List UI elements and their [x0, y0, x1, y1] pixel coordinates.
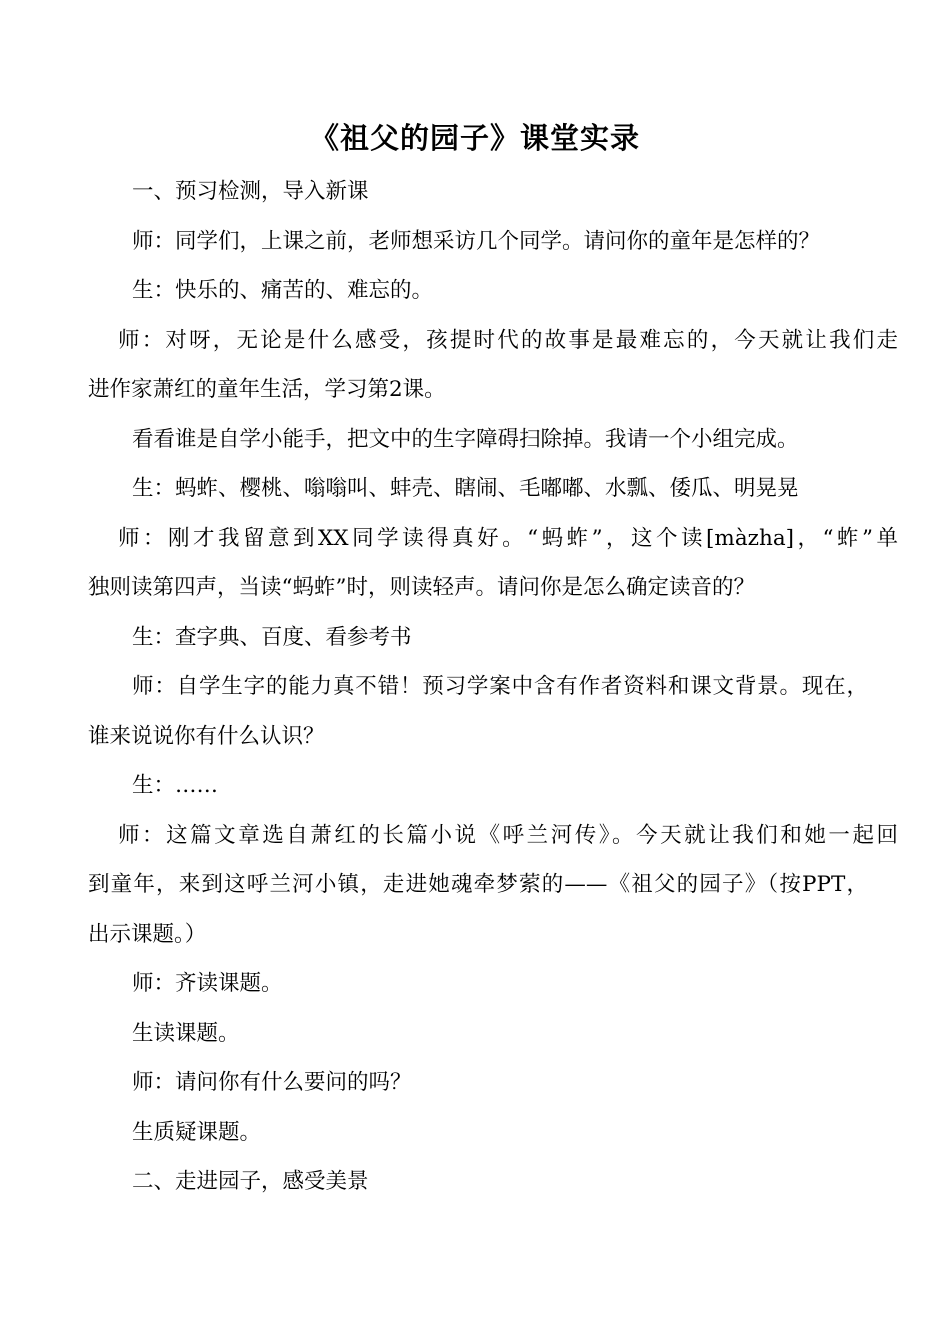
section-heading-2: 二、走进园子，感受美景: [132, 1169, 369, 1194]
paragraph: 生：蚂蚱、樱桃、嗡嗡叫、蚌壳、瞎闹、毛嘟嘟、水瓢、倭瓜、明晃晃: [132, 476, 799, 501]
paragraph: 师：这篇文章选自萧红的长篇小说《呼兰河传》。今天就让我们和她一起回: [118, 823, 898, 848]
paragraph: 生：查字典、百度、看参考书: [132, 625, 412, 650]
paragraph: 生：……: [132, 773, 219, 798]
paragraph: 到童年，来到这呼兰河小镇，走进她魂牵梦萦的——《祖父的园子》（按PPT，: [88, 872, 868, 897]
paragraph: 独则读第四声，当读“蚂蚱”时，则读轻声。请问你是怎么确定读音的？: [88, 575, 755, 600]
document-title: 《祖父的园子》课堂实录: [309, 121, 640, 155]
paragraph: 进作家萧红的童年生活，学习第2课。: [88, 377, 446, 402]
paragraph: 生质疑课题。: [132, 1120, 262, 1145]
paragraph: 师：齐读课题。: [132, 971, 283, 996]
paragraph: 师：对呀，无论是什么感受，孩提时代的故事是最难忘的，今天就让我们走: [118, 328, 898, 353]
paragraph: 生读课题。: [132, 1021, 240, 1046]
paragraph: 生：快乐的、痛苦的、难忘的。: [132, 278, 434, 303]
paragraph: 师：刚才我留意到XX同学读得真好。“蚂蚱”，这个读[màzha]，“蚱”单: [118, 526, 898, 551]
paragraph: 师：同学们，上课之前，老师想采访几个同学。请问你的童年是怎样的？: [132, 229, 821, 254]
paragraph: 师：自学生字的能力真不错！预习学案中含有作者资料和课文背景。现在，: [132, 674, 868, 699]
paragraph: 师：请问你有什么要问的吗？: [132, 1070, 412, 1095]
section-heading-1: 一、预习检测，导入新课: [132, 179, 369, 204]
paragraph: 看看谁是自学小能手，把文中的生字障碍扫除掉。我请一个小组完成。: [132, 427, 799, 452]
paragraph: 出示课题。）: [88, 922, 207, 947]
paragraph: 谁来说说你有什么认识？: [88, 724, 325, 749]
